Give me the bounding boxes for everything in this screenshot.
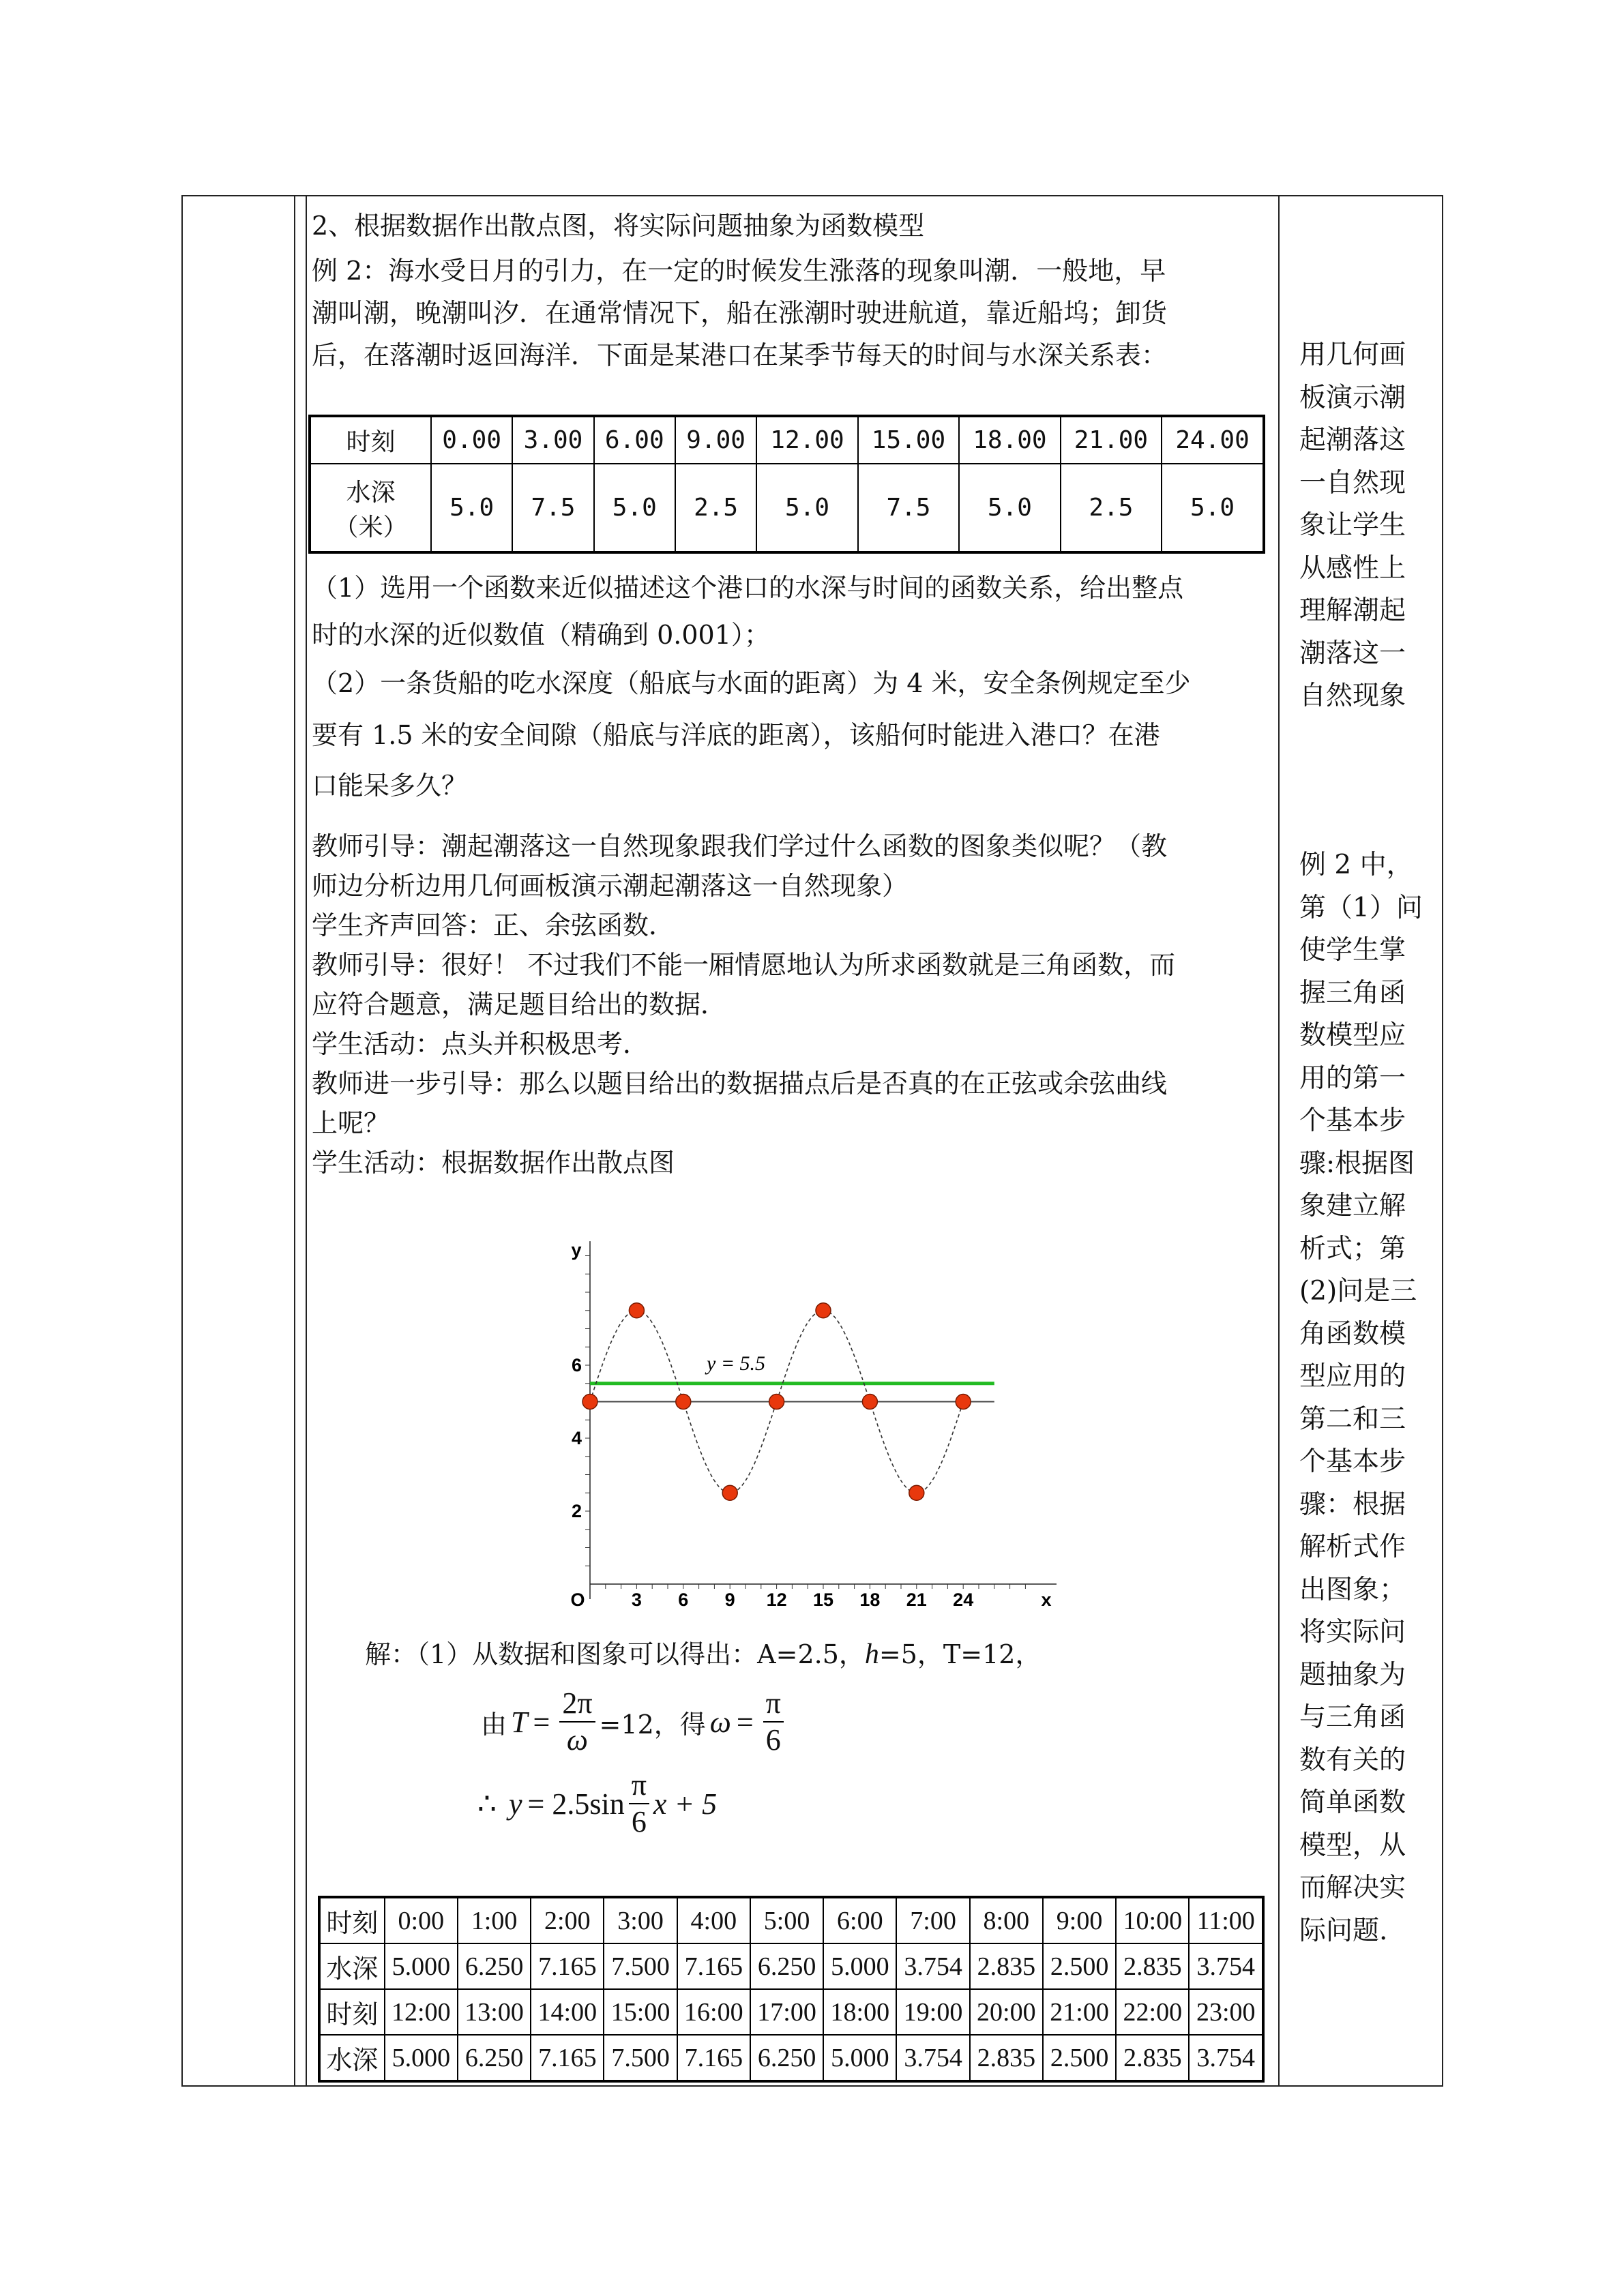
side-note-line: 象建立解 <box>1299 1191 1406 1221</box>
side-note-1 <box>1299 334 1436 718</box>
example-line: 潮叫潮，晚潮叫汐．在通常情况下，船在涨潮时驶进航道，靠近船坞；卸货 <box>312 298 1168 328</box>
x-tick-label: 24 <box>953 1590 974 1610</box>
table-cell: 0:00 <box>385 1897 458 1943</box>
y-tick-label: 2 <box>571 1501 582 1521</box>
math-symbol: = <box>736 1705 754 1739</box>
side-note-line: 出图象； <box>1299 1574 1406 1605</box>
x-tick-label: 21 <box>906 1590 927 1610</box>
table-cell: 10:00 <box>1116 1897 1189 1943</box>
solution-line-1 <box>365 1633 1041 1671</box>
table-cell: 15:00 <box>604 1989 677 2035</box>
question-2-line: 要有 1.5 米的安全间隙（船底与洋底的距离），该船何时能进入港口？在港 <box>312 720 1160 750</box>
x-tick-label: 6 <box>678 1590 689 1610</box>
table-cell: 5.0 <box>756 464 857 552</box>
side-note-2 <box>1299 844 1436 1952</box>
dialog-line: 教师引导：潮起潮落这一自然现象跟我们学过什么函数的图象类似呢？（教 <box>312 831 1168 861</box>
table-row-label <box>310 464 431 552</box>
side-note-line: 数有关的 <box>1299 1744 1406 1776</box>
table-cell: 12:00 <box>385 1989 458 2035</box>
tide-data-table <box>308 415 1265 554</box>
column-divider <box>294 196 295 2085</box>
main-column <box>312 205 1270 376</box>
table-cell: 14:00 <box>531 1989 604 2035</box>
table-row-label: 水深 <box>319 2035 385 2081</box>
table-cell: 9:00 <box>1043 1897 1116 1943</box>
table-cell: 6.250 <box>750 2035 823 2081</box>
table-cell: 16:00 <box>677 1989 750 2035</box>
math-symbol: ω <box>709 1705 731 1739</box>
data-point <box>722 1485 737 1500</box>
solution-text: =5，T=12， <box>879 1639 1042 1669</box>
side-note-line: 角函数模 <box>1299 1318 1406 1350</box>
scatter-chart <box>539 1207 1084 1616</box>
table-cell: 3.754 <box>1189 1943 1263 1989</box>
solution-text: 解：（1）从数据和图象可以得出：A=2.5， <box>365 1639 865 1669</box>
side-note-line: 板演示潮 <box>1299 382 1406 413</box>
dialog-line: 应符合题意，满足题目给出的数据． <box>312 989 727 1019</box>
numerator: π <box>629 1768 649 1804</box>
table-cell: 7.500 <box>604 1943 677 1989</box>
question-1-line: 时的水深的近似数值（精确到 0.001）； <box>312 620 770 650</box>
side-note-line: 握三角函 <box>1299 977 1406 1009</box>
denominator: 6 <box>631 1805 647 1838</box>
table-cell: 6.250 <box>750 1943 823 1989</box>
table-cell: 6.00 <box>594 416 675 464</box>
dialog-line: 教师引导：很好！ 不过我们不能一厢情愿地认为所求函数就是三角函数，而 <box>312 950 1176 980</box>
math-symbol: = 2.5sin <box>527 1787 625 1821</box>
data-point <box>956 1395 971 1410</box>
x-tick-label: 15 <box>812 1590 834 1610</box>
data-point <box>769 1395 784 1410</box>
y-tick-label: 4 <box>571 1428 582 1448</box>
dialog-line: 学生活动：根据数据作出散点图 <box>312 1148 675 1178</box>
table-cell: 2.500 <box>1043 1943 1116 1989</box>
table-cell: 22:00 <box>1116 1989 1189 2035</box>
fraction <box>629 1768 649 1840</box>
table-cell: 2.835 <box>1116 1943 1189 1989</box>
table-cell: 3.754 <box>896 2035 969 2081</box>
table-cell: 21.00 <box>1061 416 1162 464</box>
table-cell: 19:00 <box>896 1989 969 2035</box>
x-tick-label: 3 <box>631 1590 642 1610</box>
x-tick-label: 9 <box>724 1590 735 1610</box>
math-symbol: = <box>533 1705 550 1739</box>
table-cell: 21:00 <box>1043 1989 1116 2035</box>
h-symbol: h <box>864 1639 879 1670</box>
side-note-line: 题抽象为 <box>1299 1659 1406 1690</box>
table-cell: 7.165 <box>677 2035 750 2081</box>
table-cell: 20:00 <box>970 1989 1043 2035</box>
table-cell: 12.00 <box>756 416 857 464</box>
column-divider <box>1278 196 1280 2085</box>
origin-label: O <box>570 1590 585 1610</box>
table-cell: 7:00 <box>896 1897 969 1943</box>
hourly-depth-table <box>318 1896 1265 2083</box>
dialog-line: 学生活动：点头并积极思考． <box>312 1029 649 1059</box>
math-symbol: y <box>509 1787 522 1821</box>
side-note-line: 一自然现 <box>1299 467 1406 498</box>
table-cell: 7.165 <box>531 2035 604 2081</box>
side-note-line: 象让学生 <box>1299 510 1406 541</box>
table-cell: 6.250 <box>458 2035 531 2081</box>
table-cell: 5.0 <box>431 464 512 552</box>
y-tick-label: 6 <box>571 1355 582 1375</box>
data-point <box>629 1303 644 1318</box>
dialog-line: 师边分析边用几何画板演示潮起潮落这一自然现象） <box>312 871 909 901</box>
table-cell: 5:00 <box>750 1897 823 1943</box>
label-line: （米） <box>334 513 408 541</box>
side-note-line: 骤：根据 <box>1299 1489 1406 1520</box>
example-line: 后，在落潮时返回海洋．下面是某港口在某季节每天的时间与水深关系表： <box>312 340 1168 370</box>
fraction <box>763 1686 784 1758</box>
dialog-line: 上呢？ <box>312 1108 390 1138</box>
side-note-line: 将实际问 <box>1299 1617 1406 1648</box>
x-tick-label: 18 <box>859 1590 881 1610</box>
table-cell: 5.000 <box>823 1943 896 1989</box>
question-2-line: 口能呆多久？ <box>312 771 468 801</box>
x-tick-label: 12 <box>766 1590 787 1610</box>
table-cell: 2.5 <box>1061 464 1162 552</box>
side-note-line: 例 2 中， <box>1299 850 1413 880</box>
y-axis-label: y <box>571 1240 582 1261</box>
side-note-line: 际问题. <box>1299 1915 1388 1946</box>
table-cell: 7.5 <box>512 464 593 552</box>
side-note-line: 型应用的 <box>1299 1361 1406 1392</box>
math-symbol: ∴ <box>477 1787 497 1821</box>
table-cell: 1:00 <box>458 1897 531 1943</box>
table-cell: 5.000 <box>385 1943 458 1989</box>
table-cell: 9.00 <box>675 416 756 464</box>
label-line: 水深 <box>346 478 396 507</box>
dialog-line: 学生齐声回答：正、余弦函数． <box>312 910 675 940</box>
side-note-line: (2)问是三 <box>1299 1276 1417 1307</box>
denominator: ω <box>566 1723 588 1757</box>
table-cell: 6.250 <box>458 1943 531 1989</box>
table-cell: 3:00 <box>604 1897 677 1943</box>
data-point <box>582 1395 597 1410</box>
solution-text: =12，得 <box>599 1709 706 1740</box>
math-symbol: T <box>511 1705 528 1739</box>
table-row-label: 时刻 <box>319 1897 385 1943</box>
table-cell: 4:00 <box>677 1897 750 1943</box>
table-cell: 7.165 <box>531 1943 604 1989</box>
side-note-line: 数模型应 <box>1299 1020 1406 1051</box>
questions <box>312 563 1270 811</box>
side-note-line: 解析式作 <box>1299 1532 1406 1562</box>
fraction <box>559 1686 595 1758</box>
side-note-line: 第（1）问 <box>1299 892 1423 923</box>
table-cell: 8:00 <box>970 1897 1043 1943</box>
column-divider <box>306 196 307 2085</box>
table-cell: 2.835 <box>970 1943 1043 1989</box>
table-row-label: 时刻 <box>319 1989 385 2035</box>
labels-layer <box>570 1240 1051 1610</box>
table-cell: 7.165 <box>677 1943 750 1989</box>
table-cell: 7.5 <box>858 464 959 552</box>
table-cell: 23:00 <box>1189 1989 1263 2035</box>
curve-layer <box>590 1311 994 1493</box>
data-point <box>676 1395 691 1410</box>
table-cell: 5.0 <box>1162 464 1264 552</box>
side-note-line: 而解决实 <box>1299 1873 1406 1903</box>
data-point <box>909 1485 924 1500</box>
side-note-line: 模型，从 <box>1299 1830 1406 1861</box>
side-note-line: 简单函数 <box>1299 1787 1406 1818</box>
table-row-label: 水深 <box>319 1943 385 1989</box>
table-cell: 3.00 <box>512 416 593 464</box>
table-cell: 24.00 <box>1162 416 1264 464</box>
table-cell: 7.500 <box>604 2035 677 2081</box>
side-note-line: 使学生掌 <box>1299 935 1406 966</box>
table-cell: 6:00 <box>823 1897 896 1943</box>
dialog <box>312 826 1270 1182</box>
denominator: 6 <box>765 1723 781 1757</box>
side-note-line: 从感性上 <box>1299 552 1406 584</box>
example-line: 例 2：海水受日月的引力，在一定的时候发生涨落的现象叫潮．一般地，早 <box>312 256 1166 286</box>
numerator: 2π <box>559 1686 595 1723</box>
table-cell: 0.00 <box>431 416 512 464</box>
table-cell: 5.000 <box>385 2035 458 2081</box>
question-2-line: （2）一条货船的吃水深度（船底与水面的距离）为 4 米，安全条例规定至少 <box>312 668 1191 698</box>
table-cell: 5.0 <box>959 464 1060 552</box>
table-cell: 18:00 <box>823 1989 896 2035</box>
table-row-label: 时刻 <box>310 416 431 464</box>
side-note-line: 自然现象 <box>1299 681 1406 711</box>
chart-axes <box>585 1241 1057 1599</box>
table-cell: 11:00 <box>1189 1897 1263 1943</box>
table-cell: 2:00 <box>531 1897 604 1943</box>
side-note-line: 与三角函 <box>1299 1702 1406 1733</box>
threshold-label: y = 5.5 <box>707 1352 766 1375</box>
side-note-line: 个基本步 <box>1299 1105 1406 1136</box>
table-cell: 13:00 <box>458 1989 531 2035</box>
side-note-line: 第二和三 <box>1299 1403 1406 1435</box>
side-note-line: 潮落这一 <box>1299 638 1406 669</box>
solution-text: 由 <box>481 1709 507 1740</box>
table-cell: 2.835 <box>1116 2035 1189 2081</box>
table-cell: 15.00 <box>858 416 959 464</box>
table-cell: 3.754 <box>896 1943 969 1989</box>
table-cell: 18.00 <box>959 416 1060 464</box>
dialog-line: 教师进一步引导：那么以题目给出的数据描点后是否真的在正弦或余弦曲线 <box>312 1069 1168 1099</box>
table-cell: 2.500 <box>1043 2035 1116 2081</box>
data-point <box>862 1395 877 1410</box>
side-note-line: 用的第一 <box>1299 1062 1406 1094</box>
math-symbol: x + 5 <box>653 1787 718 1821</box>
side-note-line: 起潮落这 <box>1299 425 1406 456</box>
x-axis-label: x <box>1041 1590 1052 1610</box>
table-cell: 2.835 <box>970 2035 1043 2081</box>
data-point <box>816 1303 831 1318</box>
solution-line-3 <box>477 1763 717 1845</box>
side-note-line: 析式；第 <box>1299 1233 1406 1264</box>
table-cell: 5.0 <box>594 464 675 552</box>
side-note-line: 理解潮起 <box>1299 595 1406 626</box>
section-heading: 2、根据数据作出散点图，将实际问题抽象为函数模型 <box>312 211 925 241</box>
table-cell: 5.000 <box>823 2035 896 2081</box>
numerator: π <box>763 1686 784 1723</box>
side-note-line: 用几何画 <box>1299 340 1406 370</box>
side-note-line: 骤:根据图 <box>1299 1148 1415 1179</box>
table-cell: 17:00 <box>750 1989 823 2035</box>
table-cell: 2.5 <box>675 464 756 552</box>
side-note-line: 个基本步 <box>1299 1446 1406 1477</box>
solution-line-2 <box>481 1681 788 1763</box>
question-1-line: （1）选用一个函数来近似描述这个港口的水深与时间的函数关系，给出整点 <box>312 573 1184 603</box>
table-cell: 3.754 <box>1189 2035 1263 2081</box>
